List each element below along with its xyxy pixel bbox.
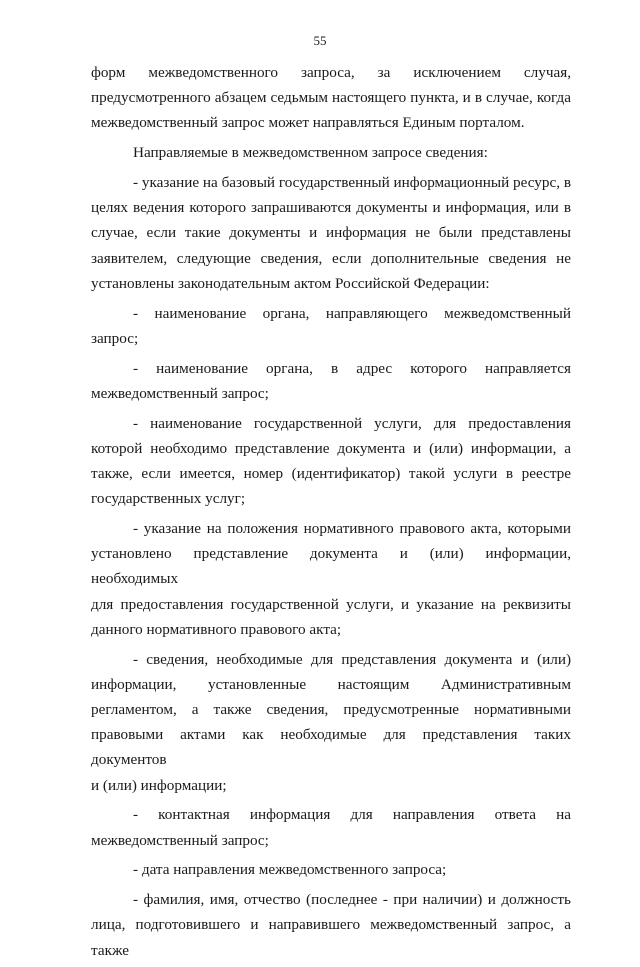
text-line: для предоставления государственной услуги, и указание на реквизиты	[91, 595, 571, 613]
text-line: также, если имеется, номер (идентификатор) такой услуги в реестре	[91, 465, 571, 483]
text-line: - контактная информация для направления ответа на	[133, 806, 571, 824]
text-line: - наименование государственной услуги, для предоставления	[133, 414, 571, 432]
text-line: межведомственный запрос может направляться Единым порталом.	[91, 114, 525, 132]
paragraph	[91, 857, 571, 882]
text-line: - наименование органа, направляющего межведомственный запрос;	[91, 304, 571, 347]
text-line: - фамилия, имя, отчество (последнее - при наличии) и должность	[133, 891, 571, 909]
paragraph	[91, 60, 571, 136]
text-line: - наименование органа, в адрес которого направляется	[133, 359, 571, 377]
text-line: регламентом, а также сведения, предусмотренные нормативными	[91, 701, 571, 719]
text-line: целях ведения которого запрашиваются документы и информация, или в	[91, 199, 571, 217]
text-line: - указание на базовый государственный информационный ресурс, в	[133, 174, 571, 191]
text-line: заявителем, следующие сведения, если дополнительные сведения не	[91, 249, 571, 267]
text-line: и (или) информации;	[91, 776, 227, 794]
text-line: - указание на положения нормативного правового акта, которыми	[133, 520, 571, 538]
text-line: форм межведомственного запроса, за исключением случая,	[91, 64, 571, 81]
text-line: - дата направления межведомственного запроса;	[133, 861, 447, 879]
page-number: 55	[313, 33, 327, 48]
text-line: предусмотренного абзацем седьмым настоящего пункта, и в случае, когда	[91, 89, 571, 107]
text-line: установлено представление документа и (или) информации, необходимых	[91, 545, 571, 588]
text-line: государственных услуг;	[91, 490, 246, 508]
paragraph	[91, 301, 571, 351]
text-line: данного нормативного правового акта;	[91, 620, 342, 638]
text-line: Направляемые в межведомственном запросе сведения:	[133, 144, 488, 162]
text-line: правовыми актами как необходимые для представления таких документов	[91, 726, 571, 769]
paragraph	[91, 140, 571, 165]
paragraph	[91, 411, 571, 512]
text-line: установлены законодательным актом Российской Федерации:	[91, 274, 490, 292]
text-line: лица, подготовившего и направившего межведомственный запрос, а также	[91, 916, 571, 959]
paragraph	[91, 887, 571, 963]
paragraph	[91, 516, 571, 642]
text-line: которой необходимо представление документа и (или) информации, а	[91, 439, 571, 457]
paragraph	[91, 170, 571, 296]
text-line: межведомственный запрос;	[91, 831, 269, 849]
document-body	[91, 60, 571, 967]
text-line: случае, если такие документы и информация не были представлены	[91, 224, 571, 242]
text-line: межведомственный запрос;	[91, 384, 269, 402]
text-line: информации, установленные настоящим Административным	[91, 675, 571, 693]
text-line: - сведения, необходимые для представления документа и (или)	[133, 650, 571, 668]
paragraph	[91, 647, 571, 798]
paragraph	[91, 802, 571, 852]
paragraph	[91, 356, 571, 406]
